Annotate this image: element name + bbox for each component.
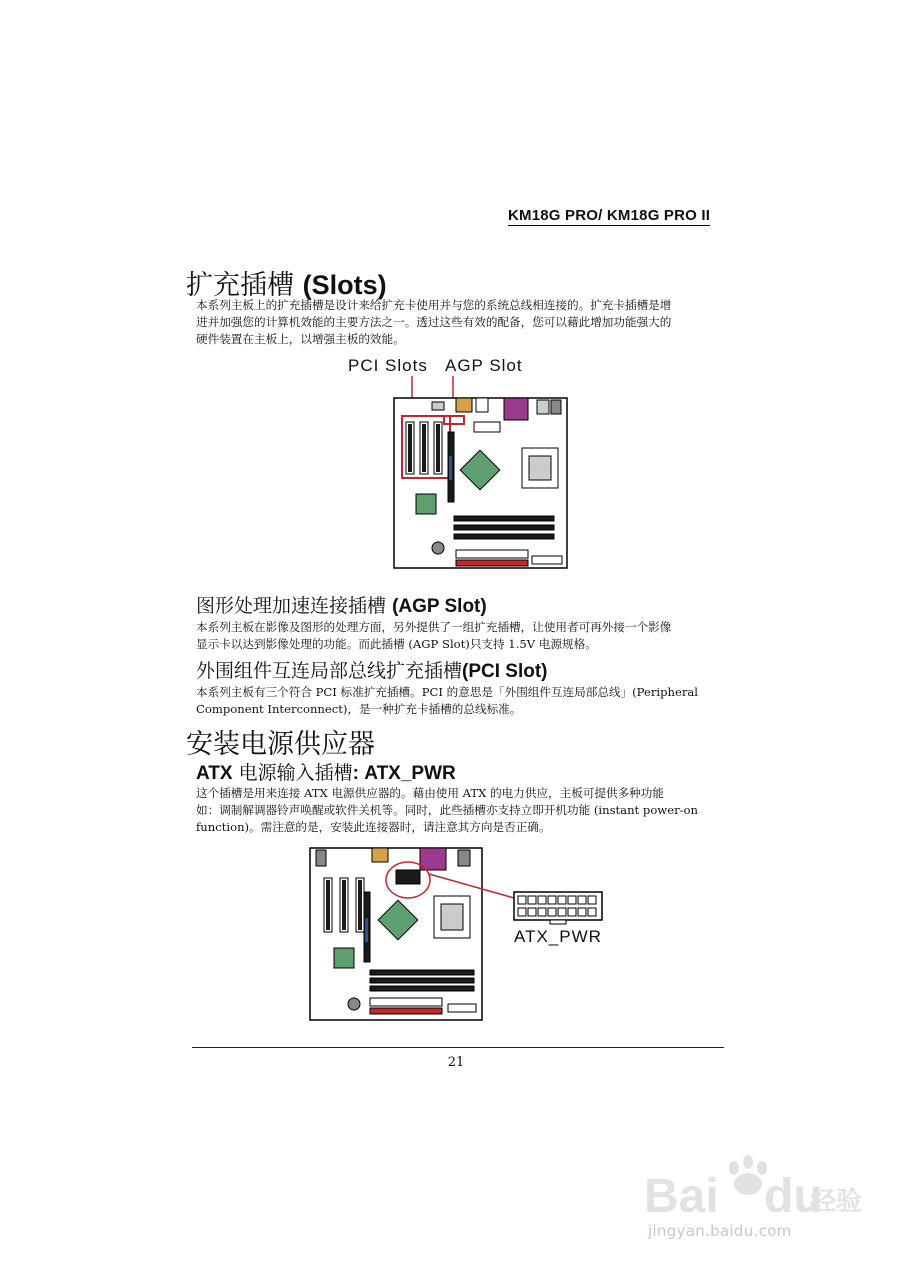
agp-heading-cn: 图形处理加速连接插槽: [196, 595, 387, 617]
agp-heading-en: (AGP Slot): [392, 596, 487, 617]
watermark-brand-a: Bai: [644, 1170, 719, 1223]
footer-rule: [192, 1047, 724, 1048]
motherboard-diagram-slots: [392, 376, 572, 572]
atx-subheading-suffix: : ATX_PWR: [352, 763, 456, 784]
page-number: 21: [447, 1055, 465, 1070]
slots-para-line: 本系列主板上的扩充插槽是设计来给扩充卡使用并与您的系统总线相连接的。扩充卡插槽是增: [196, 298, 672, 312]
agp-para-line: 显示卡以达到影像处理的功能。而此插槽 (AGP Slot)只支持 1.5V 电源规格。: [196, 637, 597, 651]
label-pci-slots: PCI Slots: [348, 356, 428, 375]
agp-paragraph: [196, 619, 738, 653]
pci-para-line: 本系列主板有三个符合 PCI 标准扩充插槽。PCI 的意思是「外围组件互连局部总线」(Peripheral: [196, 685, 698, 699]
atx-power-subheading: [196, 758, 456, 785]
baidu-watermark-logo: [644, 1150, 864, 1230]
slots-paragraph: [196, 297, 738, 348]
watermark-url: jingyan.baidu.com: [648, 1222, 792, 1240]
slots-heading-en: (Slots): [302, 270, 387, 300]
slots-heading-cn: 扩充插槽: [186, 270, 294, 301]
document-header-model: KM18G PRO/ KM18G PRO II: [508, 207, 711, 224]
slots-para-line: 硬件装置在主板上，以增强主板的效能。: [196, 332, 405, 346]
pci-heading: [196, 656, 548, 683]
pci-heading-cn: 外围组件互连局部总线扩充插槽: [196, 660, 463, 682]
label-agp-slot: AGP Slot: [445, 356, 523, 375]
atx-subheading-cn: 电源输入插槽: [238, 762, 353, 784]
watermark-brand-cn: 经验: [810, 1187, 863, 1217]
agp-para-line: 本系列主板在影像及图形的处理方面，另外提供了一组扩充插槽，让使用者可再外接一个影像: [196, 620, 672, 634]
label-atx-pwr: ATX_PWR: [514, 927, 602, 946]
pci-para-line: Component Interconnect)，是一种扩充卡插槽的总线标准。: [196, 702, 522, 716]
slots-para-line: 进并加强您的计算机效能的主要方法之一。透过这些有效的配备，您可以藉此增加功能强大的: [196, 315, 672, 329]
power-paragraph: [196, 785, 738, 836]
power-para-line: 如：调制解调器铃声唤醒或软件关机等。同时，此些插槽亦支持立即开机功能 (instant power-on: [196, 803, 698, 817]
agp-heading: [196, 591, 487, 618]
pci-heading-en: (PCI Slot): [462, 661, 548, 682]
atx-subheading-prefix: ATX: [196, 763, 233, 784]
power-heading: 安装电源供应器: [186, 729, 375, 760]
power-para-line: function)。需注意的是，安装此连接器时，请注意其方向是否正确。: [196, 820, 551, 834]
watermark-brand-b: du: [764, 1170, 823, 1223]
power-para-line: 这个插槽是用来连接 ATX 电源供应器的。藉由使用 ATX 的电力供应，主板可提供多种功能: [196, 786, 664, 800]
pci-paragraph: [196, 684, 738, 718]
